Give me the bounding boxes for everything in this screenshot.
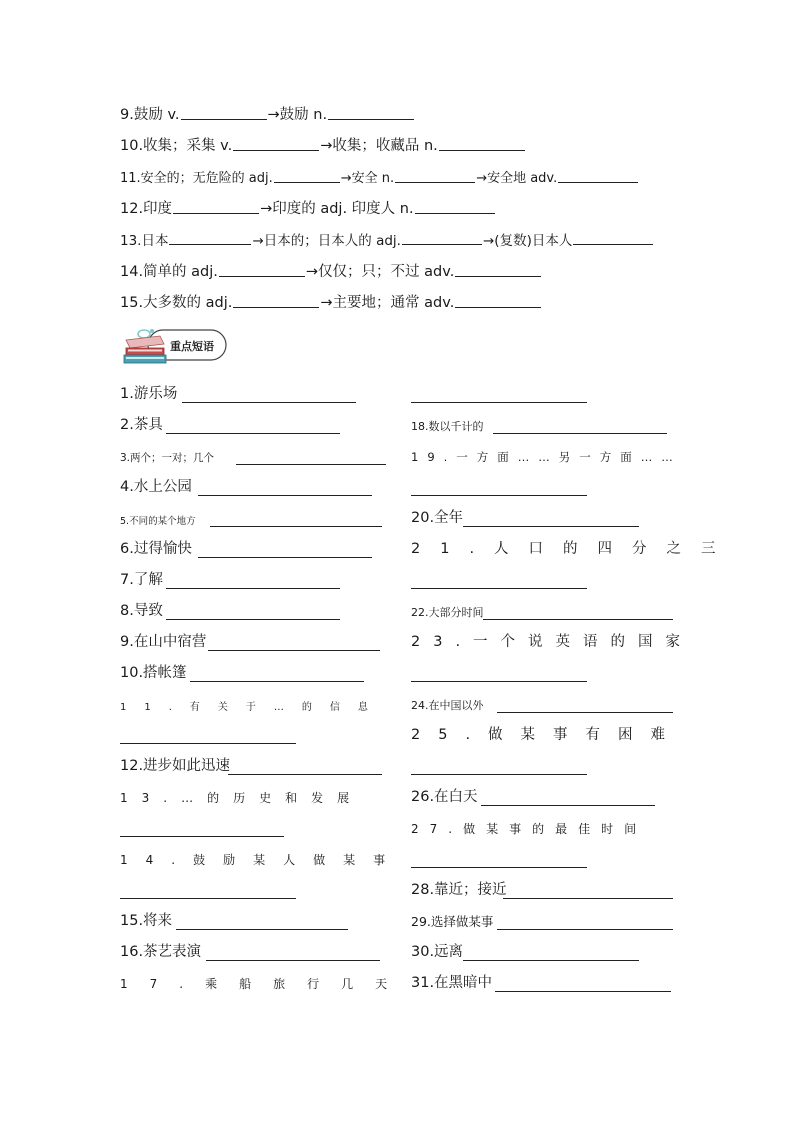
- phrase-item: [120, 409, 388, 440]
- vocab-text: →安全 n.: [340, 170, 395, 186]
- answer-blank[interactable]: [402, 232, 482, 245]
- answer-blank[interactable]: [495, 991, 671, 992]
- phrase-item: [120, 936, 388, 967]
- answer-blank[interactable]: [176, 929, 348, 930]
- vocab-row-12: [120, 192, 690, 223]
- phrase-item: [120, 595, 388, 626]
- phrase-label: 10.搭帐篷: [120, 665, 187, 681]
- vocab-text: 9.鼓励 v.: [120, 107, 180, 124]
- vocab-text: →主要地；通常 adv.: [320, 294, 455, 311]
- phrase-label: 25.做某事有困难: [411, 727, 684, 743]
- answer-blank[interactable]: [328, 107, 414, 120]
- vocab-text: 11.安全的；无危险的 adj.: [120, 170, 273, 186]
- answer-blank[interactable]: [166, 619, 340, 620]
- answer-blank[interactable]: [206, 960, 380, 961]
- vocab-row-9: [120, 98, 690, 129]
- phrase-item: [411, 409, 679, 440]
- answer-blank[interactable]: [481, 805, 655, 806]
- phrase-item: [120, 378, 388, 409]
- answer-blank[interactable]: [169, 232, 251, 245]
- section-header: [120, 326, 230, 368]
- vocab-text: 15.大多数的 adj.: [120, 294, 233, 311]
- phrase-item: [411, 781, 679, 812]
- phrase-item: [411, 595, 679, 626]
- phrase-item: [120, 657, 388, 688]
- phrase-item: [411, 626, 694, 657]
- answer-blank[interactable]: [190, 681, 364, 682]
- answer-blank[interactable]: [208, 650, 380, 651]
- vocab-row-14: [120, 254, 690, 285]
- phrase-item: [120, 905, 388, 936]
- vocab-text: →收集；收藏品 n.: [320, 138, 438, 155]
- phrase-label: 12.进步如此迅速: [120, 758, 231, 774]
- phrase-item: [411, 533, 736, 564]
- phrase-label: 4.水上公园: [120, 479, 192, 495]
- section-title: 重点短语: [170, 340, 214, 353]
- answer-blank[interactable]: [274, 170, 340, 183]
- phrase-item: [120, 471, 388, 502]
- phrase-label: 28.靠近；接近: [411, 882, 507, 898]
- phrase-label: 29.选择做某事: [411, 914, 494, 929]
- phrase-label: 15.将来: [120, 913, 173, 929]
- answer-blank[interactable]: [411, 774, 587, 775]
- vocab-row-15: [120, 286, 690, 317]
- phrase-item: [411, 657, 679, 688]
- answer-blank[interactable]: [233, 138, 319, 151]
- answer-blank[interactable]: [497, 929, 673, 930]
- phrase-label: 30.远离: [411, 944, 464, 960]
- vocab-text: →(复数)日本人: [482, 232, 573, 249]
- phrase-label: 31.在黑暗中: [411, 975, 493, 991]
- vocab-row-10: [120, 129, 690, 160]
- phrase-item: [411, 564, 679, 595]
- answer-blank[interactable]: [233, 295, 319, 308]
- vocab-text: →安全地 adv.: [476, 170, 558, 186]
- phrase-item: [120, 719, 388, 750]
- phrase-label: 27.做某事的最佳时间: [411, 822, 648, 836]
- answer-blank[interactable]: [120, 743, 296, 744]
- phrase-item: [120, 502, 388, 533]
- answer-blank[interactable]: [415, 201, 495, 214]
- phrase-label: 26.在白天: [411, 789, 478, 805]
- phrase-label: 2.茶具: [120, 417, 163, 433]
- phrase-column-left: [120, 378, 410, 998]
- answer-blank[interactable]: [463, 526, 639, 527]
- phrase-label: 16.茶艺表演: [120, 944, 202, 960]
- phrase-label: 11.有关于…的信息: [120, 702, 386, 713]
- books-icon: [120, 326, 230, 368]
- phrase-label: 7.了解: [120, 572, 163, 588]
- phrase-label: 24.在中国以外: [411, 699, 484, 712]
- phrase-label: 8.导致: [120, 603, 163, 619]
- phrase-item: [120, 967, 410, 998]
- vocab-text: 12.印度: [120, 201, 173, 218]
- vocab-text: →鼓励 n.: [267, 107, 328, 124]
- phrase-item: [120, 626, 388, 657]
- phrase-item: [120, 533, 388, 564]
- phrase-label: 18.数以千计的: [411, 420, 484, 433]
- answer-blank[interactable]: [120, 836, 284, 837]
- answer-blank[interactable]: [493, 433, 667, 434]
- phrase-item: [411, 843, 679, 874]
- phrase-item: [411, 750, 679, 781]
- phrase-item: [411, 874, 679, 905]
- answer-blank[interactable]: [166, 433, 340, 434]
- phrase-item: [411, 378, 679, 409]
- answer-blank[interactable]: [573, 232, 653, 245]
- vocab-text: 13.日本: [120, 232, 169, 249]
- phrase-item: [411, 936, 679, 967]
- answer-blank[interactable]: [455, 264, 541, 277]
- phrase-label: 1.游乐场: [120, 386, 178, 402]
- vocab-text: 10.收集；采集 v.: [120, 138, 233, 155]
- phrase-item: [120, 874, 388, 905]
- phrase-label: 14.鼓励某人做某事: [120, 853, 404, 867]
- vocab-text: →印度的 adj. 印度人 n.: [260, 201, 414, 218]
- phrase-label: 5.不同的某个地方: [120, 516, 196, 527]
- answer-blank[interactable]: [483, 619, 673, 620]
- vocab-text: →仅仅；只；不过 adv.: [305, 263, 455, 280]
- answer-blank[interactable]: [219, 264, 305, 277]
- phrase-item: [411, 440, 682, 471]
- phrase-item: [411, 688, 679, 719]
- phrase-column-right: [411, 378, 736, 998]
- phrase-item: [411, 812, 679, 843]
- answer-blank[interactable]: [558, 170, 638, 183]
- phrase-item: [120, 440, 388, 471]
- vocab-row-13: [120, 223, 690, 254]
- phrase-label: 9.在山中宿营: [120, 634, 207, 650]
- phrase-label: 6.过得愉快: [120, 541, 192, 557]
- phrase-label: 20.全年: [411, 510, 464, 526]
- phrase-item: [120, 564, 388, 595]
- vocab-section: [120, 98, 690, 317]
- answer-blank[interactable]: [497, 712, 673, 713]
- answer-blank[interactable]: [411, 867, 587, 868]
- answer-blank[interactable]: [411, 495, 587, 496]
- answer-blank[interactable]: [228, 774, 382, 775]
- answer-blank[interactable]: [395, 170, 475, 183]
- phrase-item: [411, 719, 684, 750]
- phrase-label: 17.乘船旅行几天: [120, 977, 410, 991]
- answer-blank[interactable]: [181, 107, 267, 120]
- phrase-label: 3.两个；一对；几个: [120, 452, 215, 464]
- phrase-label: 13.…的历史和发展: [120, 791, 364, 805]
- answer-blank[interactable]: [439, 138, 525, 151]
- answer-blank[interactable]: [236, 464, 386, 465]
- phrase-item: [120, 750, 388, 781]
- phrase-item: [120, 812, 388, 843]
- answer-blank[interactable]: [411, 402, 587, 403]
- answer-blank[interactable]: [182, 402, 356, 403]
- phrase-item: [411, 905, 679, 936]
- answer-blank[interactable]: [411, 681, 587, 682]
- phrase-item: [120, 688, 388, 719]
- answer-blank[interactable]: [198, 557, 372, 558]
- vocab-text: 14.简单的 adj.: [120, 263, 218, 280]
- phrase-item: [411, 967, 679, 998]
- answer-blank[interactable]: [455, 295, 541, 308]
- phrase-item: [120, 781, 388, 812]
- answer-blank[interactable]: [411, 588, 587, 589]
- answer-blank[interactable]: [463, 960, 639, 961]
- answer-blank[interactable]: [210, 526, 382, 527]
- vocab-text: →日本的；日本人的 adj.: [252, 232, 401, 249]
- phrase-item: [411, 471, 679, 502]
- answer-blank[interactable]: [120, 898, 296, 899]
- phrase-item: [411, 502, 679, 533]
- answer-blank[interactable]: [173, 201, 259, 214]
- phrase-label: 21.人口的四分之三: [411, 541, 736, 557]
- phrase-label: 22.大部分时间: [411, 606, 484, 619]
- phrase-label: 19.一方面……另一方面……: [411, 450, 682, 464]
- answer-blank[interactable]: [503, 898, 673, 899]
- phrase-item: [120, 843, 404, 874]
- phrase-label: 23.一个说英语的国家: [411, 634, 694, 650]
- answer-blank[interactable]: [166, 588, 340, 589]
- answer-blank[interactable]: [198, 495, 372, 496]
- vocab-row-11: [120, 161, 690, 192]
